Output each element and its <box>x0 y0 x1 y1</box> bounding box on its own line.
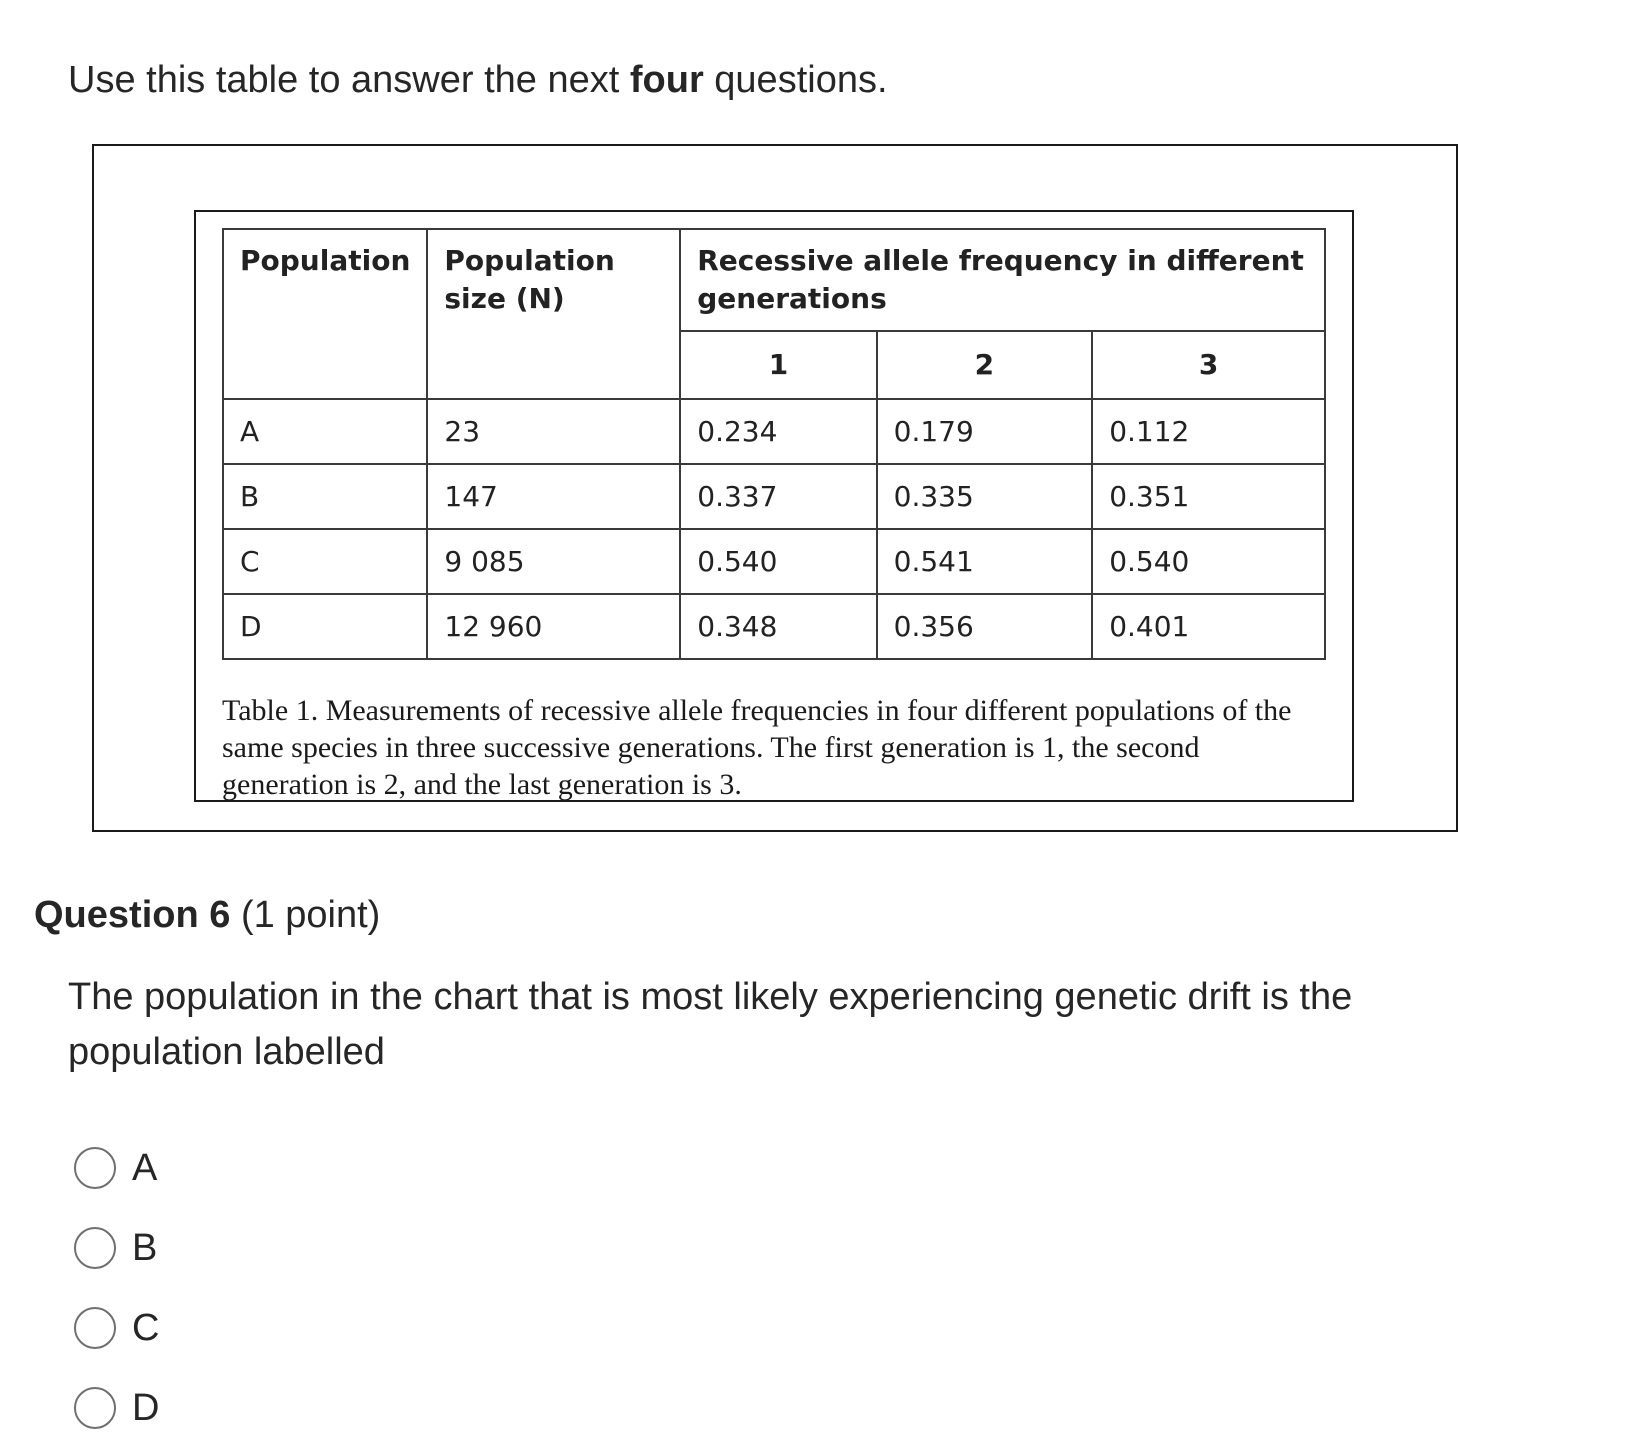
option-label: C <box>132 1306 160 1349</box>
table-row <box>223 594 1325 659</box>
cell-gen3: 0.540 <box>1092 529 1325 594</box>
table-row <box>223 464 1325 529</box>
table-row <box>223 529 1325 594</box>
radio-button-icon[interactable] <box>74 1227 116 1269</box>
table-row <box>223 399 1325 464</box>
option-label: D <box>132 1386 160 1429</box>
allele-frequency-table <box>222 228 1326 660</box>
table-caption: Table 1. Measurements of recessive allele frequencies in four different populations of the same species in three successive generations. The first generation is 1, the second generation is 2, and the last generation is 3. <box>222 694 1292 801</box>
radio-button-icon[interactable] <box>74 1307 116 1349</box>
option-a[interactable] <box>74 1128 159 1208</box>
option-label: B <box>132 1226 158 1269</box>
cell-gen1: 0.234 <box>680 399 876 464</box>
intro-after: questions. <box>703 59 888 101</box>
cell-population: C <box>223 529 427 594</box>
radio-button-icon[interactable] <box>74 1387 116 1429</box>
cell-gen2: 0.179 <box>877 399 1093 464</box>
header-population: Population <box>223 229 427 399</box>
question-title: Question 6 <box>34 894 231 936</box>
cell-population: D <box>223 594 427 659</box>
question-heading <box>34 890 380 940</box>
cell-gen2: 0.335 <box>877 464 1093 529</box>
header-generation-3: 3 <box>1092 331 1325 399</box>
option-label: A <box>132 1146 158 1189</box>
header-generation-1: 1 <box>680 331 876 399</box>
header-recessive-frequency: Recessive allele frequency in different generations <box>680 229 1325 331</box>
cell-size: 9 085 <box>427 529 680 594</box>
table-figure <box>194 210 1354 802</box>
question-points: (1 point) <box>240 894 381 936</box>
option-b[interactable] <box>74 1208 159 1288</box>
cell-gen1: 0.337 <box>680 464 876 529</box>
cell-population: B <box>223 464 427 529</box>
cell-gen3: 0.112 <box>1092 399 1325 464</box>
cell-population: A <box>223 399 427 464</box>
cell-gen1: 0.348 <box>680 594 876 659</box>
header-population-size: Population size (N) <box>427 229 680 399</box>
cell-gen2: 0.356 <box>877 594 1093 659</box>
option-d[interactable] <box>74 1368 159 1448</box>
cell-size: 23 <box>427 399 680 464</box>
cell-gen1: 0.540 <box>680 529 876 594</box>
cell-gen2: 0.541 <box>877 529 1093 594</box>
intro-bold: four <box>629 59 704 101</box>
table-image <box>92 144 1458 832</box>
header-generation-2: 2 <box>877 331 1093 399</box>
intro-text <box>68 52 888 108</box>
cell-gen3: 0.351 <box>1092 464 1325 529</box>
cell-gen3: 0.401 <box>1092 594 1325 659</box>
question-text: The population in the chart that is most likely experiencing genetic drift is the population labelled <box>68 976 1353 1073</box>
radio-button-icon[interactable] <box>74 1147 116 1189</box>
cell-size: 147 <box>427 464 680 529</box>
intro-before: Use this table to answer the next <box>68 59 630 101</box>
option-c[interactable] <box>74 1288 159 1368</box>
answer-options <box>74 1128 159 1448</box>
cell-size: 12 960 <box>427 594 680 659</box>
